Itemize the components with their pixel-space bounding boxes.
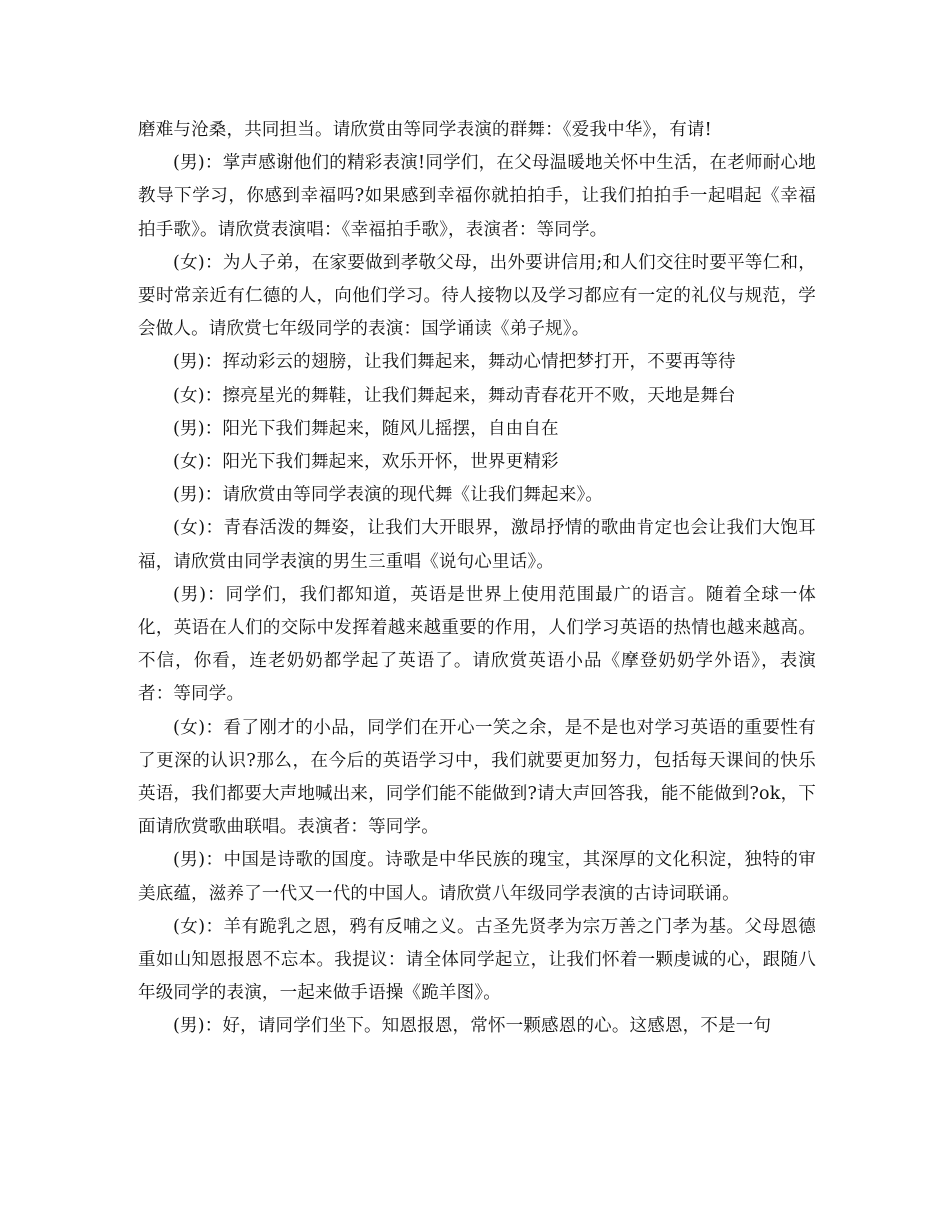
paragraph-male-host: (男)：掌声感谢他们的精彩表演!同学们，在父母温暖地关怀中生活，在老师耐心地教导下学习，你感到幸福吗?如果感到幸福你就拍拍手，让我们拍拍手一起唱起《幸福拍手歌》。请欣赏表演唱：《幸福拍手歌》，表演者：等同学。 xyxy=(138,153,816,240)
paragraph-continuation: 磨难与沧桑，共同担当。请欣赏由等同学表演的群舞：《爱我中华》，有请! xyxy=(138,120,712,140)
document-body xyxy=(138,114,816,1044)
paragraph-male-host: (男)：同学们，我们都知道，英语是世界上使用范围最广的语言。随着全球一体化，英语在人们的交际中发挥着越来越重要的作用，人们学习英语的热情也越来越高。不信，你看，连老奶奶都学起了英语了。请欣赏英语小品《摩登奶奶学外语》，表演者：等同学。 xyxy=(138,584,816,705)
paragraph-female-host: (女)：青春活泼的舞姿，让我们大开眼界，激昂抒情的歌曲肯定也会让我们大饱耳福，请欣赏由同学表演的男生三重唱《说句心里话》。 xyxy=(138,518,816,572)
paragraph-male-host: (男)：好，请同学们坐下。知恩报恩，常怀一颗感恩的心。这感恩，不是一句 xyxy=(173,1016,772,1037)
paragraph-female-host: (女)：羊有跪乳之恩，鸦有反哺之义。古圣先贤孝为宗万善之门孝为基。父母恩德重如山知恩报恩不忘本。我提议：请全体同学起立，让我们怀着一颗虔诚的心，跟随八年级同学的表演，一起来做手语操《跪羊图》。 xyxy=(138,916,816,1004)
paragraph-female-host: (女)：为人子弟，在家要做到孝敬父母，出外要讲信用;和人们交往时要平等仁和，要时常亲近有仁德的人，向他们学习。待人接物以及学习都应有一定的礼仪与规范，学会做人。请欣赏七年级同学的表演：国学诵读《弟子规》。 xyxy=(138,252,816,340)
paragraph-male-host: (男)：请欣赏由等同学表演的现代舞《让我们舞起来》。 xyxy=(173,485,604,506)
paragraph-female-host: (女)：擦亮星光的舞鞋，让我们舞起来，舞动青春花开不败，天地是舞台 xyxy=(173,385,736,406)
paragraph-male-host: (男)：阳光下我们舞起来，随风儿摇摆，自由自在 xyxy=(173,418,559,439)
paragraph-female-host: (女)：阳光下我们舞起来，欢乐开怀，世界更精彩 xyxy=(173,452,559,473)
paragraph-female-host: (女)：看了刚才的小品，同学们在开心一笑之余，是不是也对学习英语的重要性有了更深的认识?那么，在今后的英语学习中，我们就要更加努力，包括每天课间的快乐英语，我们都要大声地喊出来，同学们能不能做到?请大声回答我，能不能做到?ok，下面请欣赏歌曲联唱。表演者：等同学。 xyxy=(138,717,816,838)
paragraph-male-host: (男)：挥动彩云的翅膀，让我们舞起来，舞动心情把梦打开，不要再等待 xyxy=(173,352,736,373)
paragraph-male-host: (男)：中国是诗歌的国度。诗歌是中华民族的瑰宝，其深厚的文化积淀，独特的审美底蕴，滋养了一代又一代的中国人。请欣赏八年级同学表演的古诗词联诵。 xyxy=(138,850,816,904)
